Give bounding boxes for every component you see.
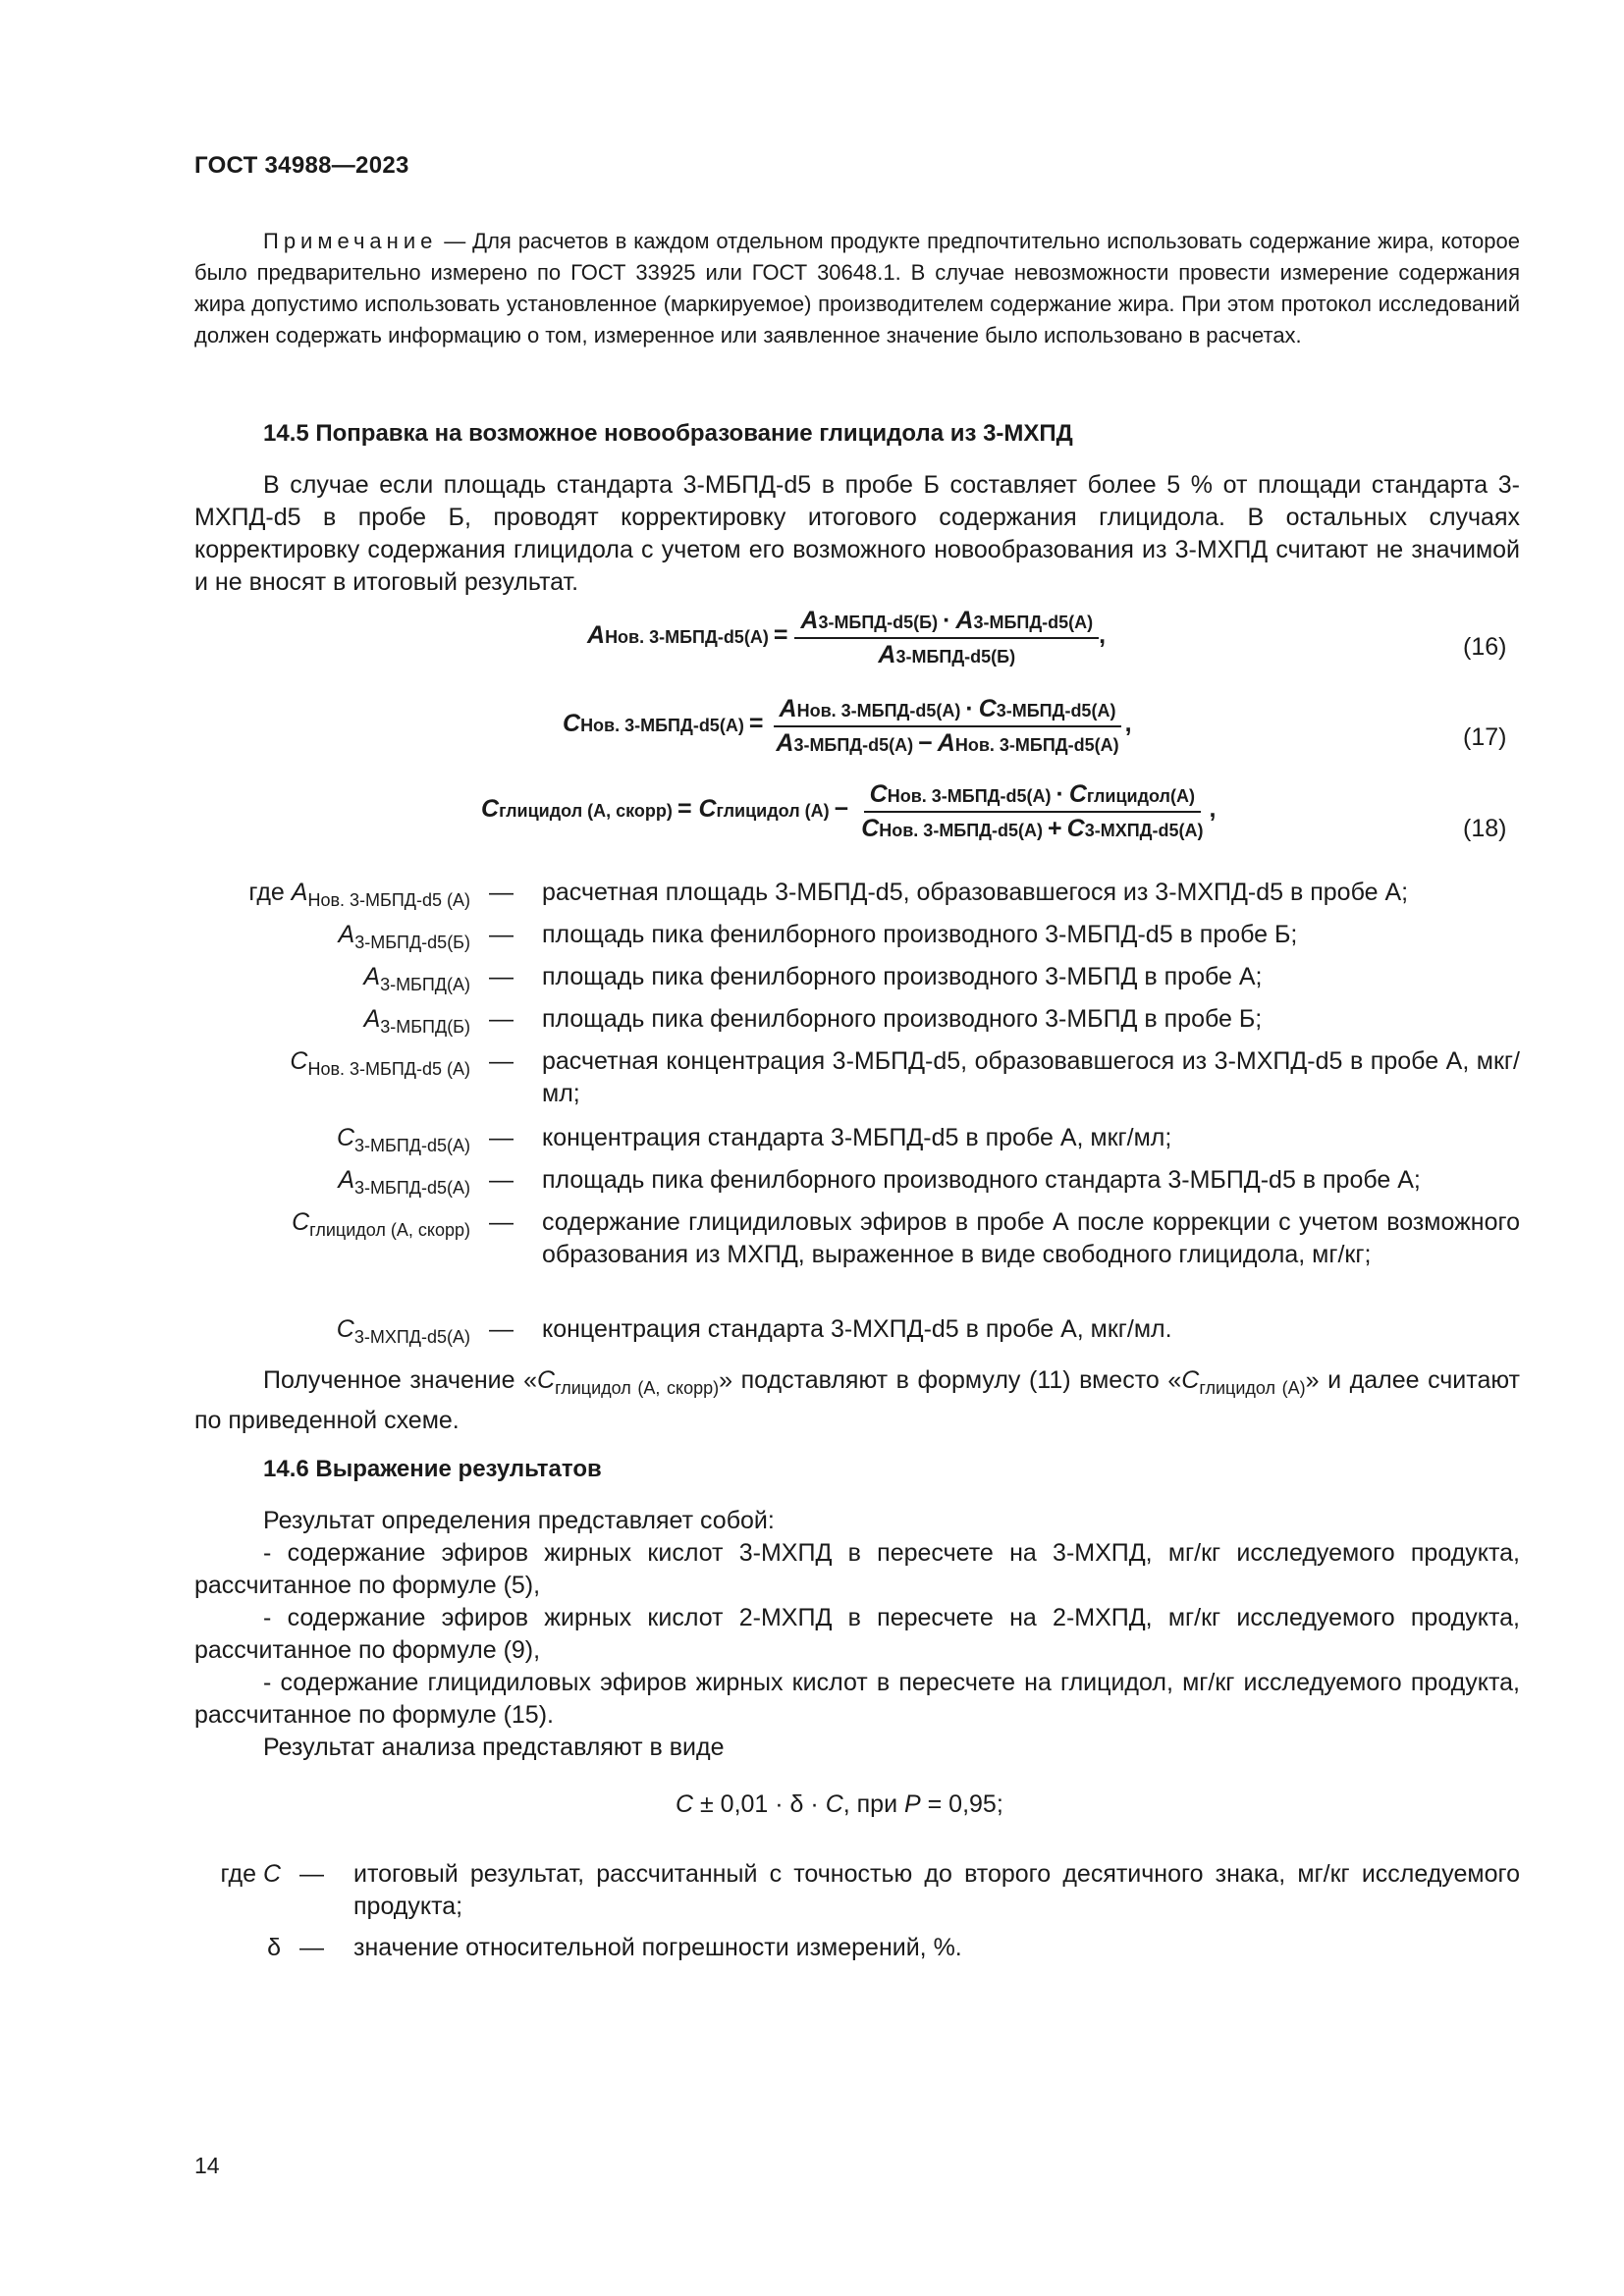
result-expression: C ± 0,01 · δ · C, при P = 0,95; (676, 1790, 1003, 1818)
where-item: $A_{3-МБПД-d5(A)}$ — площадь пика фенилборного производного стандарта 3-МБПД-d5 в пробе А; (338, 1166, 1421, 1198)
result-analysis-intro: Результат анализа представляют в виде (263, 1734, 725, 1761)
where-item: $A_{3-МБПД(A)}$ — площадь пика фенилборного производного 3-МБПД в пробе А; (363, 963, 1263, 994)
result-item: - содержание эфиров жирных кислот 3-МХПД в пересчете на 3-МХПД, мг/кг исследуемого продукта, рассчитанное по формуле (5), (194, 1539, 1520, 1599)
result-where-item: δ — значение относительной погрешности измерений, %. (267, 1934, 962, 1961)
section-14-5-title: 14.5 Поправка на возможное новообразование глицидола из 3-МХПД (263, 420, 1073, 447)
formula-18: Cглицидол (A, скорр) = Cглицидол (A) − $\frac{\text{CНов. 3-МБПД-d5(A) · Cглицидол(A)}}{\text{CНов. 3-МБПД-d5(A) + C3-МХПД-d5(A)}}$ , (481, 780, 1217, 842)
section-14-6-intro: Результат определения представляет собой: (263, 1507, 775, 1534)
result-where-item: где C — итоговый результат, рассчитанный с точностью до второго десятичного знака, мг/кг исследуемого продукта; (220, 1860, 1520, 1920)
where-item: $C_{3-МХПД-d5(A)}$ — концентрация стандарта 3-МХПД-d5 в пробе А, мкг/мл. (336, 1315, 1172, 1347)
formula-16-number: (16) (1463, 633, 1507, 661)
where-item: $A_{3-МБПД-d5(Б)}$ — площадь пика фенилборного производного 3-МБПД-d5 в пробе Б; (338, 921, 1298, 952)
formula-16: AНов. 3-МБПД-d5(A) = $\frac{\text{A3-МБПД-d5(Б) · A3-МБПД-d5(A)}}{\text{A3-МБПД-d5(Б)}}$ , (587, 607, 1107, 668)
result-item: - содержание эфиров жирных кислот 2-МХПД в пересчете на 2-МХПД, мг/кг исследуемого продукта, рассчитанное по формуле (9), (194, 1604, 1520, 1664)
note-paragraph (194, 226, 1520, 351)
formula-17: CНов. 3-МБПД-d5(A) = $\frac{\text{AНов. 3-МБПД-d5(A) · C3-МБПД-d5(A)}}{\text{A3-МБПД-d5(A) − AНов. 3-МБПД-d5(A)}}$ , (563, 695, 1132, 757)
document-code: ГОСТ 34988—2023 (194, 152, 409, 179)
where-item: $C_{3-МБПД-d5(A)}$ — концентрация стандарта 3-МБПД-d5 в пробе А, мкг/мл; (336, 1124, 1172, 1155)
page-number: 14 (194, 2153, 220, 2178)
after-where-paragraph: Полученное значение «$C_{глицидол (A, скорр)}$» подставляют в формулу (11) вместо «$C_{глицидол (A)}$» и далее считают по приведенной схеме. (194, 1366, 1521, 1434)
note-label: Примечание (263, 229, 438, 253)
where-item: $C_{глицидол (A, скорр)}$ — содержание глицидиловых эфиров в пробе А после коррекции с учетом возможного образования из МХПД, выраженное в виде свободного глицидола, мг/кг; (292, 1208, 1520, 1268)
section-14-6-title: 14.6 Выражение результатов (263, 1456, 602, 1482)
formula-18-number: (18) (1463, 815, 1507, 842)
formula-17-number: (17) (1463, 723, 1507, 751)
where-item: $C_{Нов. 3-МБПД-d5 (A)}$ — расчетная концентрация 3-МБПД-d5, образовавшегося из 3-МХПД-d5 в пробе А, мкг/мл; (290, 1047, 1520, 1107)
result-item: - содержание глицидиловых эфиров жирных кислот в пересчете на глицидол, мг/кг исследуемого продукта, рассчитанное по формуле (15). (194, 1669, 1520, 1729)
where-item: где $A_{Нов. 3-МБПД-d5 (A)}$ — расчетная площадь 3-МБПД-d5, образовавшегося из 3-МХПД-d5 в пробе А; (248, 879, 1409, 910)
note-text: — Для расчетов в каждом отдельном продукте предпочтительно использовать содержание жира, которое было предварительно измерено по ГОСТ 33925 или ГОСТ 30648.1. В случае невозможности провести измерение содержания жира допустимо использовать установленное (маркируемое) производителем содержание жира. При этом протокол исследований должен содержать информацию о том, измеренное или заявленное значение было использовано в расчетах. (194, 229, 1520, 347)
where-item: $A_{3-МБПД(Б)}$ — площадь пика фенилборного производного 3-МБПД в пробе Б; (363, 1005, 1263, 1037)
section-14-5-intro: В случае если площадь стандарта 3-МБПД-d5 в пробе Б составляет более 5 % от площади стандарта 3-МХПД-d5 в пробе Б, проводят корректировку итогового содержания глицидола. В остальных случаях корректировку содержания глицидола с учетом его возможного новообразования из 3-МХПД считают не значимой и не вносят в итоговый результат. (194, 471, 1520, 596)
